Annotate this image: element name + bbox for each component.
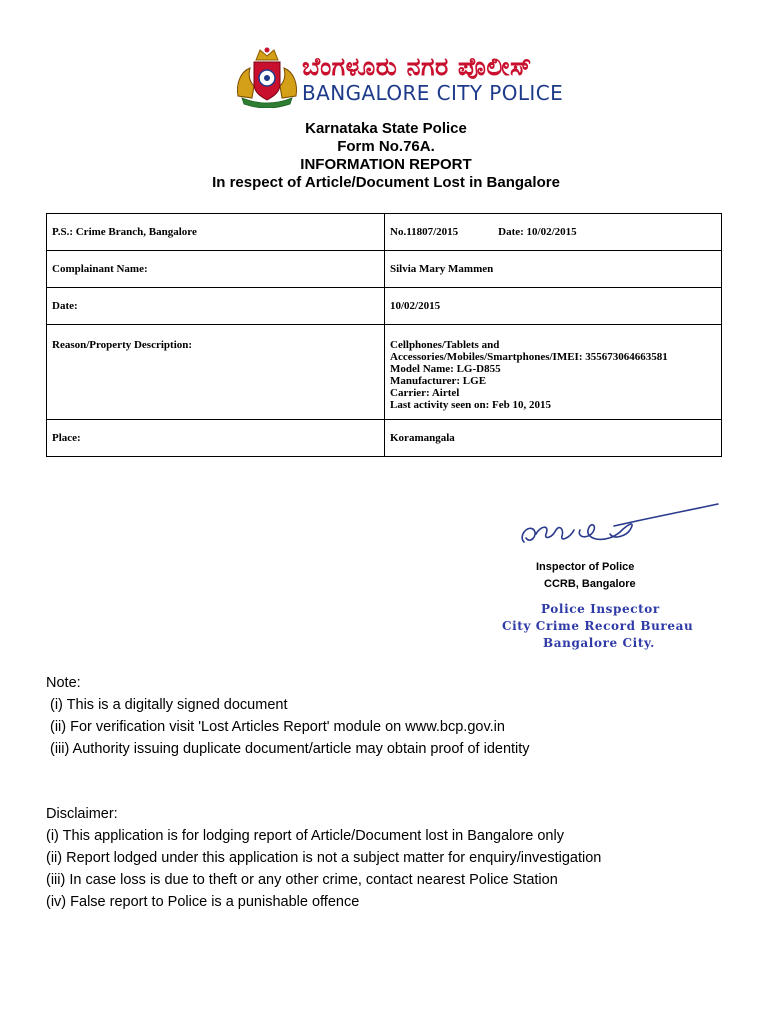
table-row	[47, 214, 722, 251]
note-item: (ii) For verification visit 'Lost Articles Report' module on www.bcp.gov.in	[50, 719, 505, 735]
reason-line-carrier: Carrier: Airtel	[390, 387, 460, 399]
place-label: Place:	[47, 420, 385, 457]
heading-org: Karnataka State Police	[305, 120, 467, 137]
date-label: Date:	[47, 288, 385, 325]
complainant-value: Silvia Mary Mammen	[385, 251, 722, 288]
table-row	[47, 325, 722, 420]
reason-line-manufacturer: Manufacturer: LGE	[390, 375, 487, 387]
report-number: No.11807/2015	[390, 226, 459, 238]
officer-office: CCRB, Bangalore	[544, 578, 636, 590]
reason-line-last-activity: Last activity seen on: Feb 10, 2015	[390, 399, 552, 411]
disclaimer-item: (i) This application is for lodging report of Article/Document lost in Bangalore only	[46, 828, 564, 844]
place-value: Koramangala	[385, 420, 722, 457]
table-row	[47, 251, 722, 288]
disclaimer-section	[46, 803, 601, 913]
notes-section	[46, 672, 530, 760]
reason-line-imei: Accessories/Mobiles/Smartphones/IMEI: 355673064663581	[390, 351, 668, 363]
report-date: Date: 10/02/2015	[498, 226, 577, 238]
note-item: (iii) Authority issuing duplicate document/article may obtain proof of identity	[50, 741, 530, 757]
official-stamp	[496, 600, 720, 660]
reason-label: Reason/Property Description:	[47, 325, 385, 420]
disclaimer-item: (iii) In case loss is due to theft or any other crime, contact nearest Police Station	[46, 872, 558, 888]
complainant-label: Complainant Name:	[47, 251, 385, 288]
form-heading	[0, 120, 768, 192]
disclaimer-item: (iv) False report to Police is a punishable offence	[46, 894, 360, 910]
handwritten-signature	[510, 500, 725, 560]
table-row	[47, 288, 722, 325]
heading-form-no: Form No.76A.	[337, 138, 435, 155]
logo-english-text: BANGALORE CITY POLICE	[302, 81, 564, 105]
reason-line: Cellphones/Tablets and	[390, 339, 500, 351]
heading-report-type: INFORMATION REPORT	[300, 156, 472, 173]
report-table	[46, 213, 722, 457]
stamp-line-2: City Crime Record Bureau	[502, 619, 694, 633]
stamp-line-1: Police Inspector	[541, 602, 660, 616]
report-number-cell	[385, 214, 722, 251]
officer-designation	[536, 559, 636, 593]
ps-label: P.S.: Crime Branch, Bangalore	[47, 214, 385, 251]
disclaimer-item: (ii) Report lodged under this application is not a subject matter for enquiry/investigation	[46, 850, 602, 866]
table-row	[47, 420, 722, 457]
stamp-line-3: Bangalore City.	[543, 636, 655, 650]
note-item: (i) This is a digitally signed document	[50, 697, 288, 713]
disclaimer-heading: Disclaimer:	[46, 806, 118, 822]
reason-value	[385, 325, 722, 420]
heading-subject: In respect of Article/Document Lost in Bangalore	[212, 174, 560, 191]
reason-line-model: Model Name: LG-D855	[390, 363, 501, 375]
logo-kannada-text: ಬೆಂಗಳೂರು ನಗರ ಪೊಲೀಸ್	[302, 52, 532, 81]
bcp-logo	[234, 46, 564, 108]
date-value: 10/02/2015	[385, 288, 722, 325]
police-emblem-icon	[234, 46, 300, 108]
notes-heading: Note:	[46, 675, 81, 691]
officer-title: Inspector of Police	[536, 561, 635, 573]
